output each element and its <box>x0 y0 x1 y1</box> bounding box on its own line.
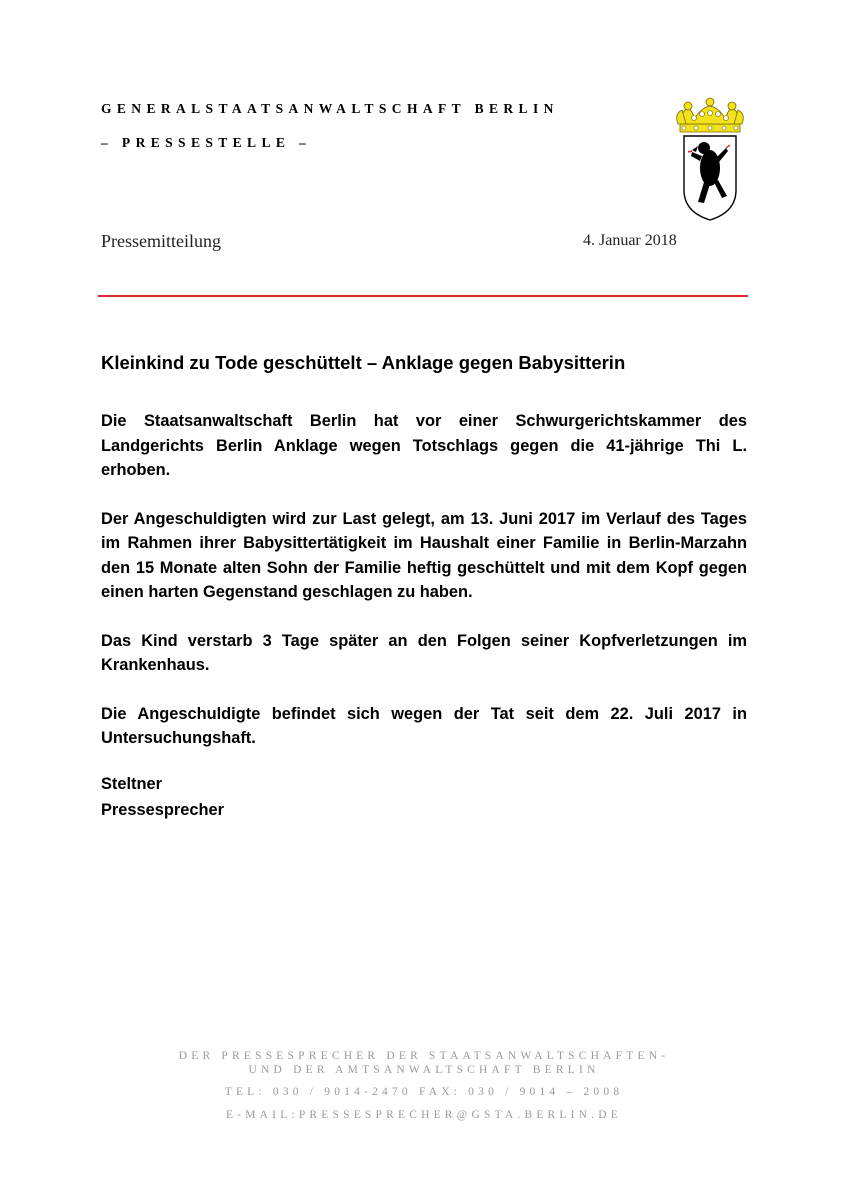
department-name: – PRESSESTELLE – <box>101 135 312 150</box>
organization-name: GENERALSTAATSANWALTSCHAFT BERLIN <box>101 101 559 116</box>
paragraph: Die Angeschuldigte befindet sich wegen der Tat seit dem 22. Juli 2017 in Untersuchungshaft. <box>101 704 747 747</box>
signature-name: Steltner <box>101 775 163 793</box>
signature-block <box>101 771 224 823</box>
paragraph: Der Angeschuldigten wird zur Last gelegt, am 13. Juni 2017 im Verlauf des Tages im Rahmen ihrer Babysittertätigkeit im Haushalt einer Familie in Berlin-Marzahn den 15 Monate alten Sohn der Familie heftig geschüttelt und mit dem Kopf gegen einen harten Gegenstand geschlagen zu haben. <box>101 509 747 601</box>
signature-title: Pressesprecher <box>101 801 225 819</box>
article-body <box>101 409 747 775</box>
headline: Kleinkind zu Tode geschüttelt – Anklage gegen Babysitterin <box>101 352 626 373</box>
document-type: Pressemitteilung <box>101 231 221 251</box>
berlin-coat-of-arms-icon <box>670 94 750 226</box>
footer-line: DER PRESSESPRECHER DER STAATSANWALTSCHAFTEN- <box>178 1050 670 1062</box>
paragraph: Die Staatsanwaltschaft Berlin hat vor einer Schwurgerichtskammer des Landgerichts Berlin Anklage wegen Totschlags gegen die 41-jährige Thi L. erhoben. <box>101 412 747 479</box>
release-date: 4. Januar 2018 <box>583 232 677 249</box>
footer-line: UND DER AMTSANWALTSCHAFT BERLIN <box>248 1064 600 1076</box>
header-divider <box>98 295 748 297</box>
footer-contact-email: E-MAIL:PRESSESPRECHER@GSTA.BERLIN.DE <box>225 1109 622 1121</box>
footer-contact-phone: TEL: 030 / 9014-2470 FAX: 030 / 9014 – 2008 <box>224 1086 624 1098</box>
paragraph: Das Kind verstarb 3 Tage später an den Folgen seiner Kopfverletzungen im Krankenhaus. <box>101 631 747 674</box>
